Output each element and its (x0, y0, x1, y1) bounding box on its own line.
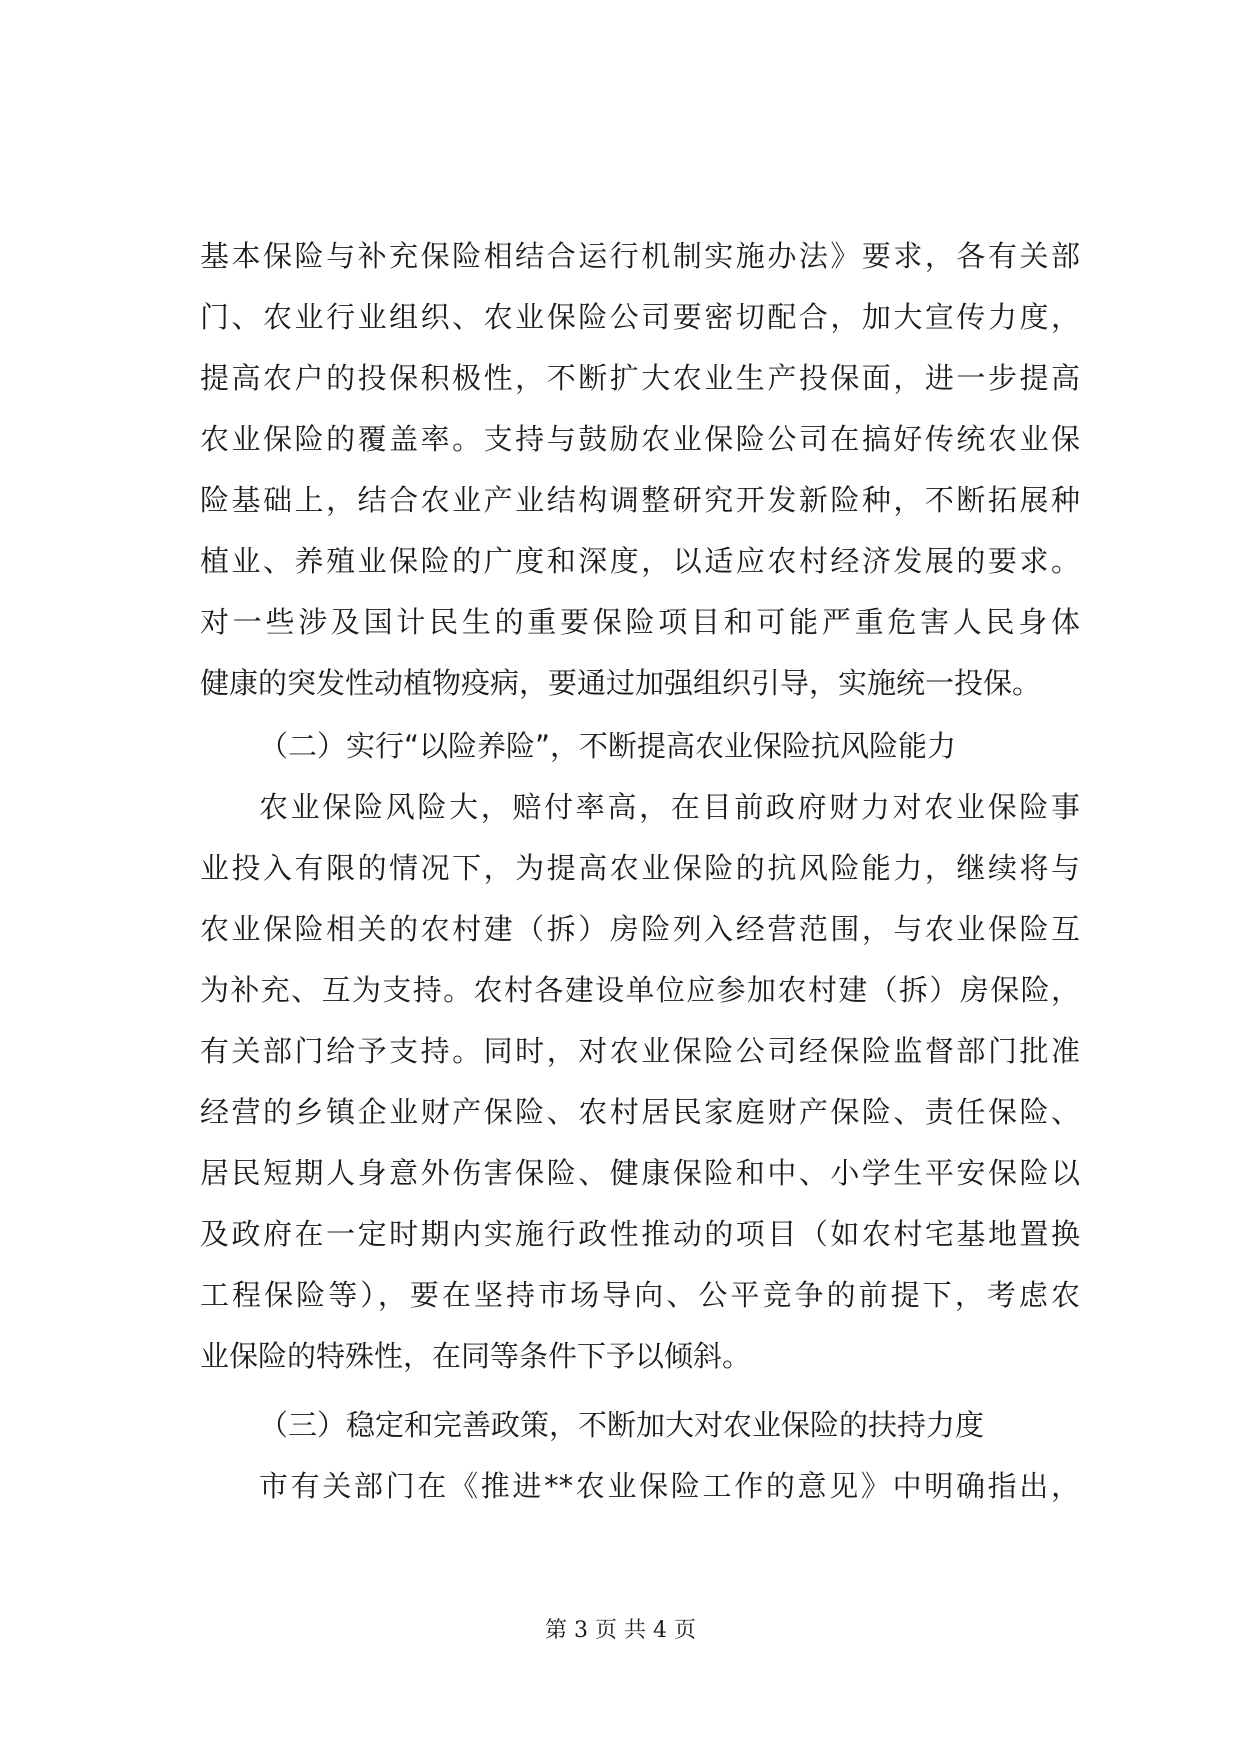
text-line: 有关部门给予支持。同时，对农业保险公司经保险监督部门批准 (200, 1034, 1080, 1068)
document-body (200, 226, 1080, 1517)
text-line: 及政府在一定时期内实施行政性推动的项目（如农村宅基地置换 (200, 1217, 1080, 1251)
paragraph-first-line: 农业保险风险大，赔付率高，在目前政府财力对农业保险事 (259, 790, 1080, 824)
text-line: 居民短期人身意外伤害保险、健康保险和中、小学生平安保险以 (200, 1156, 1080, 1190)
text-line: 对一些涉及国计民生的重要保险项目和可能严重危害人民身体 (200, 605, 1080, 639)
page-footer: 第 3 页 共 4 页 (545, 1618, 696, 1643)
text-line: 业保险的特殊性，在同等条件下予以倾斜。 (200, 1339, 752, 1373)
text-line: 健康的突发性动植物疫病，要通过加强组织引导，实施统一投保。 (200, 666, 1042, 700)
text-line: 农业保险相关的农村建（拆）房险列入经营范围，与农业保险互 (200, 912, 1080, 946)
text-line: 农业保险的覆盖率。支持与鼓励农业保险公司在搞好传统农业保 (200, 422, 1080, 456)
text-line: 工程保险等），要在坚持市场导向、公平竞争的前提下，考虑农 (200, 1278, 1080, 1312)
section-heading-2: （二）实行“以险养险”，不断提高农业保险抗风险能力 (259, 729, 957, 763)
section-heading-3: （三）稳定和完善政策，不断加大对农业保险的扶持力度 (259, 1408, 985, 1442)
text-line: 门、农业行业组织、农业保险公司要密切配合，加大宣传力度， (200, 300, 1080, 334)
text-line: 基本保险与补充保险相结合运行机制实施办法》要求，各有关部 (200, 239, 1080, 273)
text-line: 提高农户的投保积极性，不断扩大农业生产投保面，进一步提高 (200, 361, 1080, 395)
text-line: 经营的乡镇企业财产保险、农村居民家庭财产保险、责任保险、 (200, 1095, 1080, 1129)
text-line: 植业、养殖业保险的广度和深度，以适应农村经济发展的要求。 (200, 544, 1080, 578)
text-line: 业投入有限的情况下，为提高农业保险的抗风险能力，继续将与 (200, 851, 1080, 885)
text-line: 为补充、互为支持。农村各建设单位应参加农村建（拆）房保险， (200, 973, 1080, 1007)
text-line: 险基础上，结合农业产业结构调整研究开发新险种，不断拓展种 (200, 483, 1080, 517)
paragraph-first-line: 市有关部门在《推进**农业保险工作的意见》中明确指出， (259, 1469, 1080, 1503)
